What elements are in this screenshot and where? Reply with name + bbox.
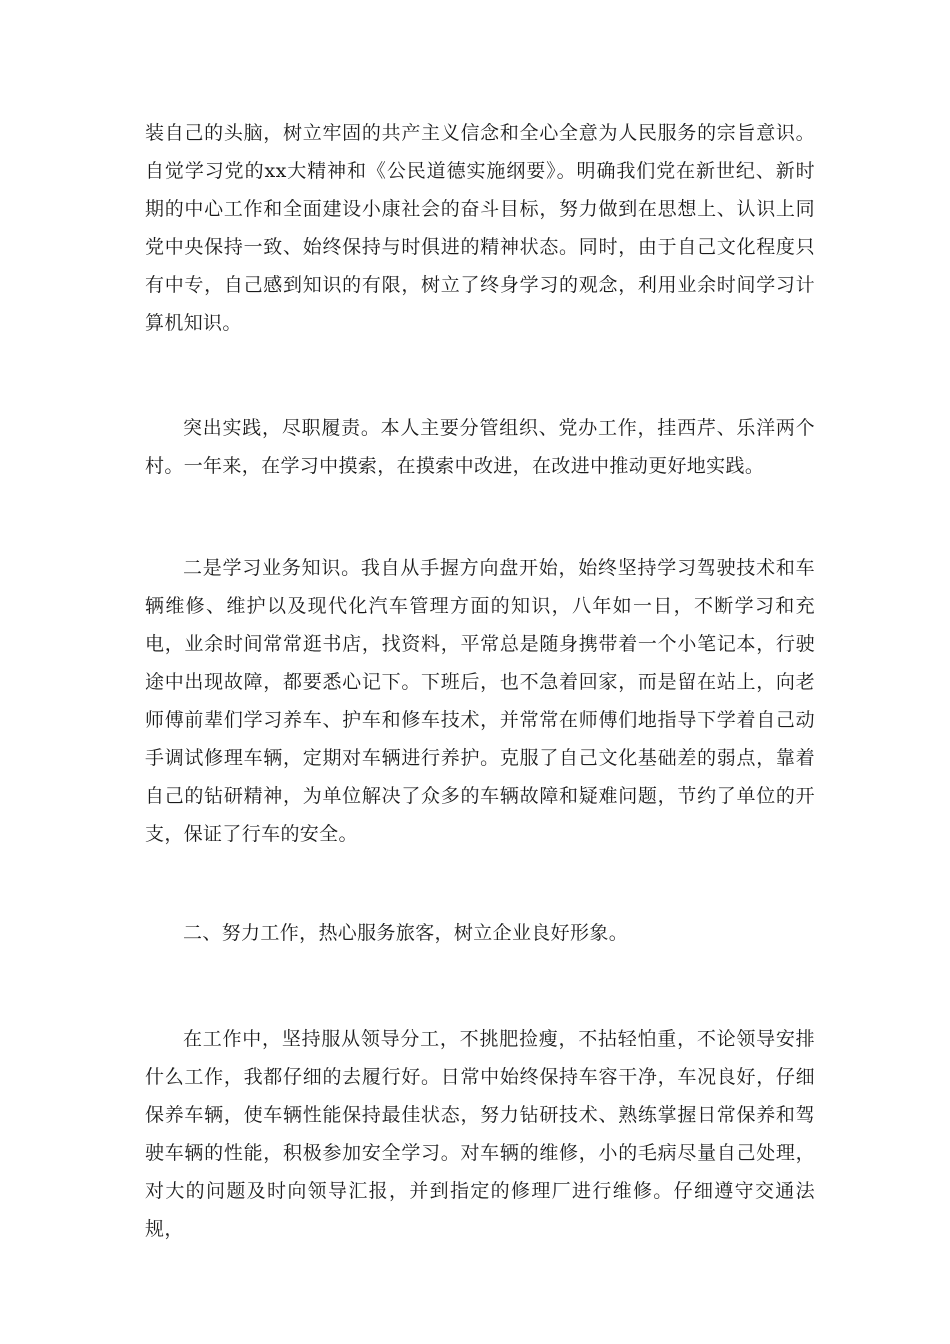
section-heading-two: 二、努力工作，热心服务旅客，树立企业良好形象。 [183, 922, 629, 944]
paragraph-work: 在工作中，坚持服从领导分工，不挑肥捡瘦，不拈轻怕重，不论领导安排什么工作，我都仔细的去履行好。日常中始终保持车容干净，车况良好，仔细保养车辆，使车辆性能保持最佳状态，努力钻研技术、熟练掌握日常保养和驾驶车辆的性能，积极参加安全学习。对车辆的维修，小的毛病尽量自己处理，对大的问题及时向领导汇报，并到指定的修理厂进行维修。仔细遵守交通法规， [145, 1028, 815, 1240]
paragraph-continuation: 装自己的头脑，树立牢固的共产主义信念和全心全意为人民服务的宗旨意识。自觉学习党的xx大精神和《公民道德实施纲要》。明确我们党在新世纪、新时期的中心工作和全面建设小康社会的奋斗目标，努力做到在思想上、认识上同党中央保持一致、始终保持与时俱进的精神状态。同时，由于自己文化程度只有中专，自己感到知识的有限，树立了终身学习的观念，利用业余时间学习计算机知识。 [145, 122, 815, 334]
paragraph-practice: 突出实践，尽职履责。本人主要分管组织、党办工作，挂西芹、乐洋两个村。一年来，在学习中摸索，在摸索中改进，在改进中推动更好地实践。 [145, 417, 815, 477]
paragraph-business-knowledge: 二是学习业务知识。我自从手握方向盘开始，始终坚持学习驾驶技术和车辆维修、维护以及现代化汽车管理方面的知识，八年如一日，不断学习和充电，业余时间常常逛书店，找资料，平常总是随身携带着一个小笔记本，行驶途中出现故障，都要悉心记下。下班后，也不急着回家，而是留在站上，向老师傅前辈们学习养车、护车和修车技术，并常常在师傅们地指导下学着自己动手调试修理车辆，定期对车辆进行养护。克服了自己文化基础差的弱点，靠着自己的钻研精神，为单位解决了众多的车辆故障和疑难问题，节约了单位的开支，保证了行车的安全。 [145, 557, 815, 845]
